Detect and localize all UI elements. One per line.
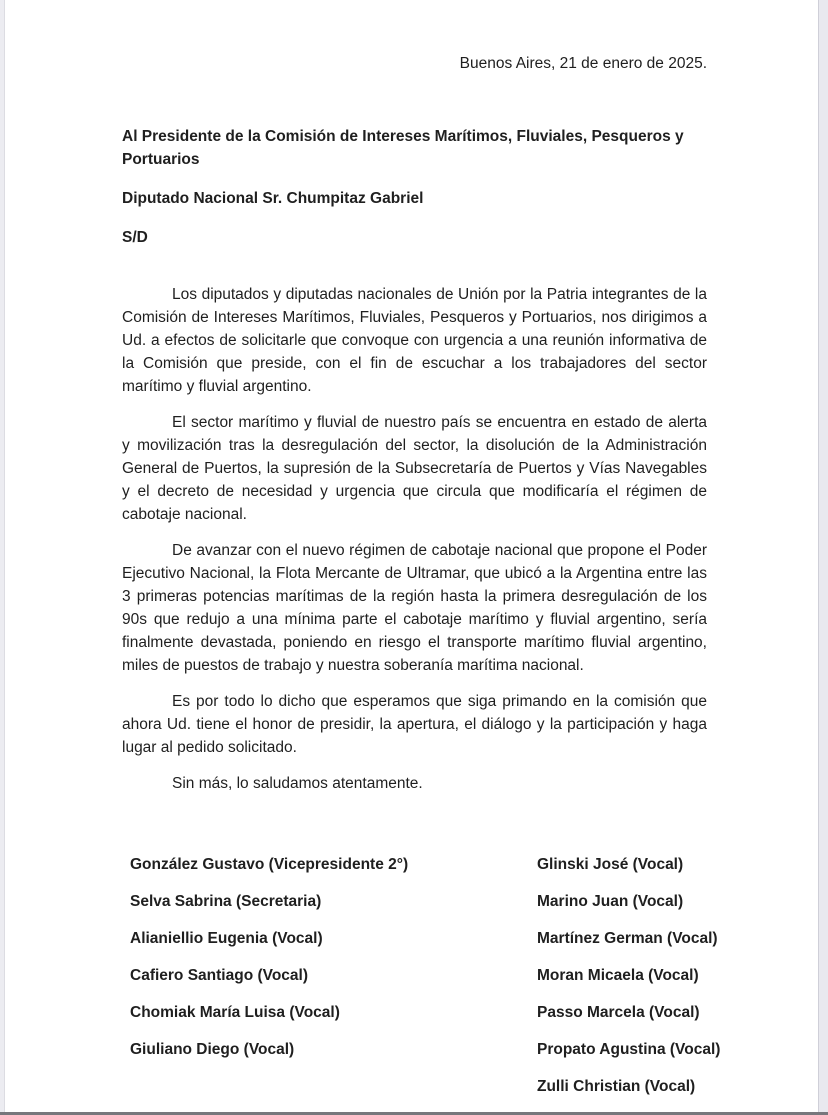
- signatory-name: Chomiak María Luisa (Vocal): [130, 1004, 340, 1021]
- recipient-block: [122, 125, 707, 249]
- closing-line: Sin más, lo saludamos atentamente.: [172, 775, 423, 792]
- signatory-name: Cafiero Santiago (Vocal): [130, 967, 308, 984]
- signatory-name: Zulli Christian (Vocal): [537, 1078, 696, 1095]
- signature-column-left: [130, 853, 537, 1112]
- page-edge-left: [0, 0, 5, 1115]
- signatory-name: Passo Marcela (Vocal): [537, 1004, 700, 1021]
- paragraph-3: De avanzar con el nuevo régimen de cabotaje nacional que propone el Poder Ejecutivo Nacional, la Flota Mercante de Ultramar, que ubicó a la Argentina entre las 3 primeras potencias marítimas de la región hasta la primera desregulación de los 90s que redujo a una mínima parte el cabotaje marítimo y fluvial argentino, sería finalmente devastada, poniendo en riesgo el transporte marítimo fluvial argentino, miles de puestos de trabajo y nuestra soberanía marítima nacional.: [122, 542, 707, 674]
- recipient-line-1: Al Presidente de la Comisión de Intereses Marítimos, Fluviales, Pesqueros y Portuarios: [122, 128, 684, 168]
- paragraph-2: El sector marítimo y fluvial de nuestro país se encuentra en estado de alerta y movilización tras la desregulación del sector, la disolución de la Administración General de Puertos, la supresión de la Subsecretaría de Puertos y Vías Navegables y el decreto de necesidad y urgencia que circula que modificaría el régimen de cabotaje nacional.: [122, 414, 707, 523]
- letter-date: Buenos Aires, 21 de enero de 2025.: [459, 55, 707, 72]
- recipient-line-2: Diputado Nacional Sr. Chumpitaz Gabriel: [122, 190, 424, 207]
- signatory-name: González Gustavo (Vicepresidente 2°): [130, 856, 409, 873]
- signatory-name: Marino Juan (Vocal): [537, 893, 684, 910]
- signature-block: [130, 853, 721, 1112]
- paragraph-1: Los diputados y diputadas nacionales de Unión por la Patria integrantes de la Comisión de Intereses Marítimos, Fluviales, Pesqueros y Portuarios, nos dirigimos a Ud. a efectos de solicitarle que convoque con urgencia a una reunión informativa de la Comisión que preside, con el fin de escuchar a los trabajadores del sector marítimo y fluvial argentino.: [122, 286, 707, 395]
- page-edge-right: [818, 0, 828, 1115]
- signatory-name: Glinski José (Vocal): [537, 856, 684, 873]
- recipient-line-3: S/D: [122, 229, 148, 246]
- signatory-name: Martínez German (Vocal): [537, 930, 718, 947]
- letter-body: [122, 283, 707, 795]
- signatory-name: Giuliano Diego (Vocal): [130, 1041, 295, 1058]
- paragraph-4: Es por todo lo dicho que esperamos que siga primando en la comisión que ahora Ud. tiene el honor de presidir, la apertura, el diálogo y la participación y haga lugar al pedido solicitado.: [122, 693, 707, 756]
- signature-column-right: [537, 853, 720, 1112]
- signatory-name: Moran Micaela (Vocal): [537, 967, 699, 984]
- signatory-name: Alianiellio Eugenia (Vocal): [130, 930, 323, 947]
- signatory-name: Selva Sabrina (Secretaria): [130, 893, 322, 910]
- letter-content: [122, 52, 721, 1112]
- signatory-name: Propato Agustina (Vocal): [537, 1041, 721, 1058]
